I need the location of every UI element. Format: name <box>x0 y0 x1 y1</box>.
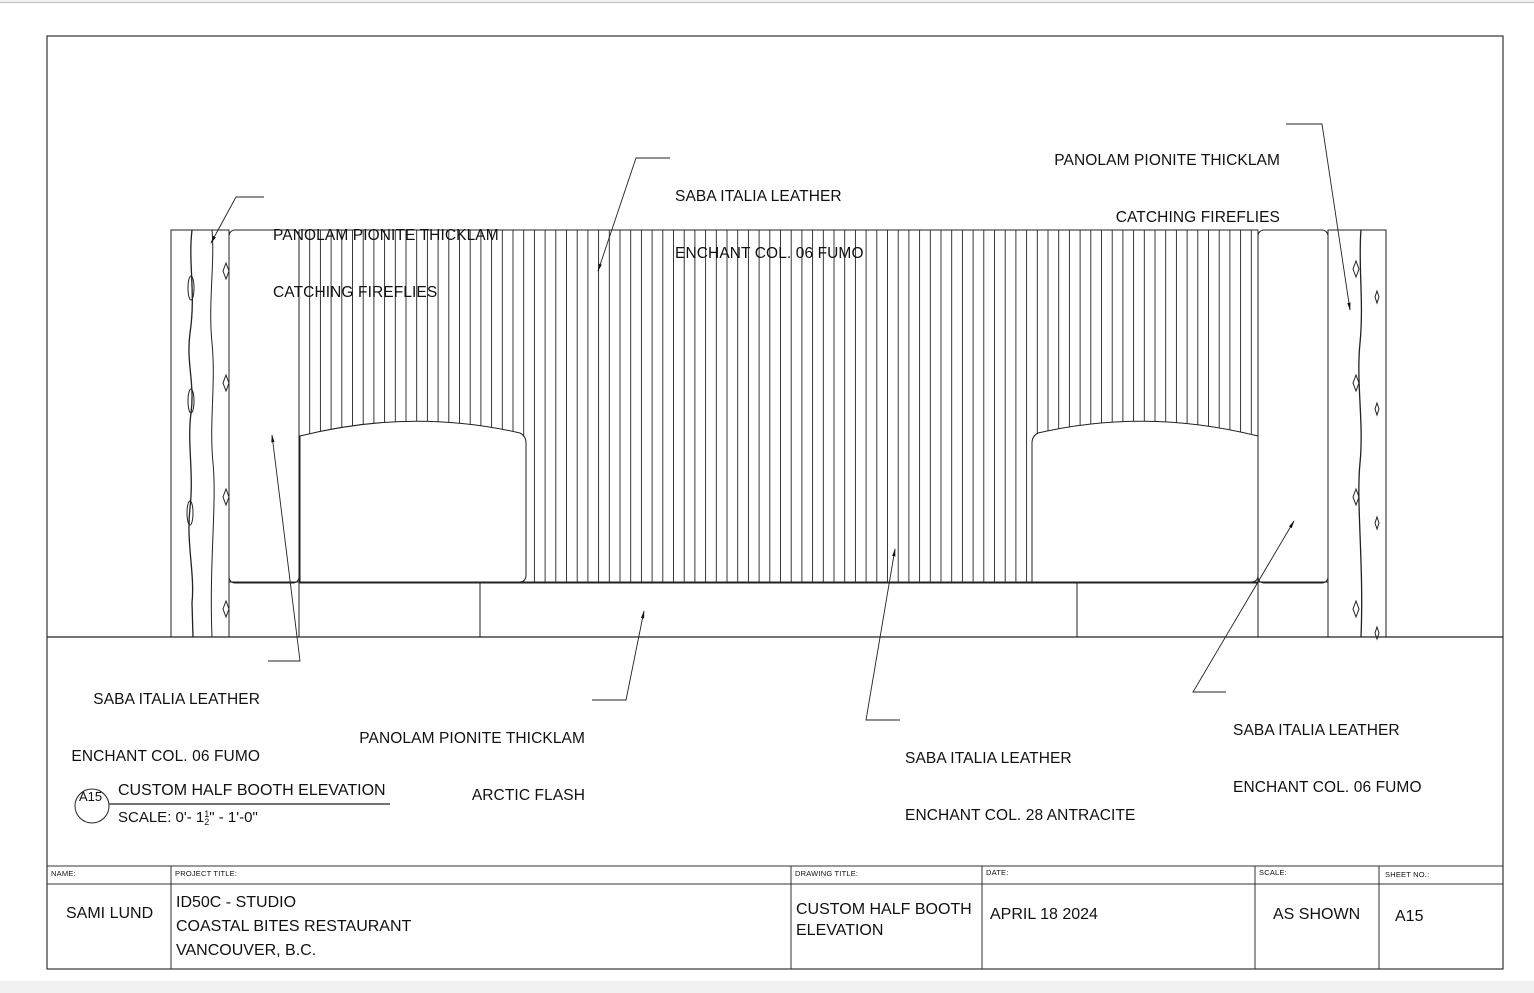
callout-bottom-center-right <box>905 711 1135 863</box>
callout-line: PANOLAM PIONITE THICKLAM <box>273 227 499 244</box>
drawing-title-line: CUSTOM HALF BOOTH <box>796 901 972 918</box>
left-laminate-panel <box>171 230 229 637</box>
project-line: VANCOUVER, B.C. <box>176 942 317 959</box>
scale-prefix: SCALE: 0'- 1 <box>118 809 205 826</box>
leader-bottom-center-left <box>592 611 644 700</box>
drawing-title-line: ELEVATION <box>796 922 884 939</box>
value-drawing-title <box>796 899 972 941</box>
header-date: DATE: <box>986 868 1009 877</box>
callout-line: ENCHANT COL. 06 FUMO <box>1233 779 1422 796</box>
drawing-ref: A15 <box>79 789 103 804</box>
drawing-title: CUSTOM HALF BOOTH ELEVATION <box>118 782 386 799</box>
scale-denominator: 2 <box>204 817 210 828</box>
project-line: ID50C - STUDIO <box>176 894 297 911</box>
drawing-scale <box>118 809 258 826</box>
header-drawing-title: DRAWING TITLE: <box>795 869 859 878</box>
drawing-sheet <box>0 2 1534 981</box>
callout-top-center <box>675 149 864 301</box>
value-project <box>176 891 411 963</box>
callout-line: SABA ITALIA LEATHER <box>675 188 842 205</box>
callout-top-right <box>1054 113 1280 265</box>
header-sheet-no: SHEET NO.: <box>1385 870 1430 879</box>
callout-line: SABA ITALIA LEATHER <box>1233 722 1400 739</box>
value-scale: AS SHOWN <box>1273 906 1361 923</box>
right-seat-cushion <box>1032 421 1258 582</box>
project-line: COASTAL BITES RESTAURANT <box>176 918 412 935</box>
callout-bottom-right <box>1233 683 1422 835</box>
header-scale: SCALE: <box>1259 868 1287 877</box>
callout-line: CATCHING FIREFLIES <box>273 284 438 301</box>
callout-top-left <box>273 188 499 340</box>
leader-top-center <box>598 158 670 271</box>
leader-bottom-left <box>268 435 300 661</box>
callout-bottom-center-left <box>359 691 585 843</box>
leader-bottom-center-right <box>866 549 900 720</box>
callout-line: ENCHANT COL. 06 FUMO <box>71 748 260 765</box>
callout-line: ENCHANT COL. 28 ANTRACITE <box>905 807 1136 824</box>
header-name: NAME: <box>51 869 76 878</box>
scale-numerator: 1 <box>204 809 210 820</box>
booth-base <box>229 582 1328 637</box>
value-name: SAMI LUND <box>66 905 154 922</box>
callout-line: SABA ITALIA LEATHER <box>905 750 1072 767</box>
leader-top-right <box>1286 124 1350 310</box>
callout-line: CATCHING FIREFLIES <box>1115 209 1280 226</box>
value-date: APRIL 18 2024 <box>990 906 1098 923</box>
scale-suffix: " - 1'-0" <box>209 809 258 826</box>
leader-top-left <box>211 197 264 243</box>
callout-line: SABA ITALIA LEATHER <box>93 691 260 708</box>
callout-line: ENCHANT COL. 06 FUMO <box>675 245 864 262</box>
left-seat-cushion <box>300 421 526 582</box>
header-project-title: PROJECT TITLE: <box>175 869 238 878</box>
callout-line: ARCTIC FLASH <box>471 787 585 804</box>
right-end-cushion <box>1258 230 1328 583</box>
right-laminate-panel <box>1328 230 1386 639</box>
value-sheet-no: A15 <box>1395 908 1424 925</box>
callout-line: PANOLAM PIONITE THICKLAM <box>1054 152 1280 169</box>
callout-line: PANOLAM PIONITE THICKLAM <box>359 730 585 747</box>
